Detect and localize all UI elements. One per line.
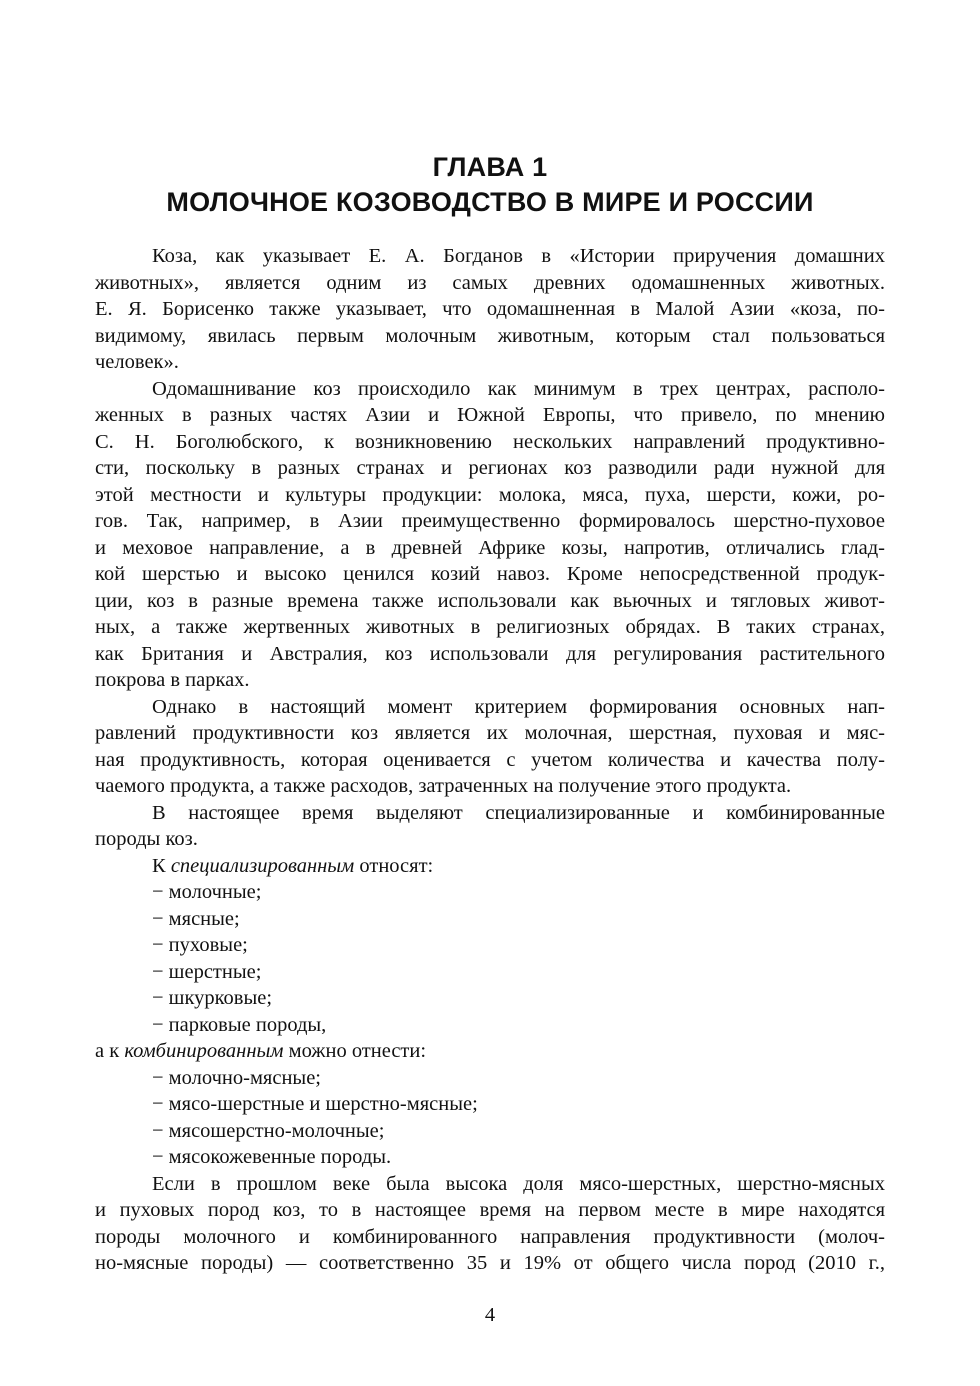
text-line: сти, поскольку в разных странах и регионах коз разводили ради нужной для	[95, 457, 885, 479]
list-item: − мясо-шерстные и шерстно-мясные;	[152, 1093, 478, 1115]
list-item: − парковые породы,	[152, 1013, 327, 1036]
text-line: Однако в настоящий момент критерием формирования основных нап-	[152, 695, 885, 718]
text-line: ная продуктивность, которая оценивается с учетом количества и качества полу-	[95, 748, 885, 771]
combined-list	[95, 1065, 885, 1171]
text-line: но-мясные породы) — соответственно 35 и 19% от общего числа пород (2010 г.,	[95, 1252, 885, 1274]
paragraph-4	[95, 800, 885, 853]
list-item: − молочные;	[152, 881, 262, 903]
intro-text: можно отнести:	[283, 1040, 427, 1062]
text-line: и пуховых пород коз, то в настоящее время на первом месте в мире находятся	[95, 1199, 885, 1221]
paragraph-3	[95, 694, 885, 800]
text-line: ных, а также жертвенных животных в религиозных обрядах. В таких странах,	[95, 616, 885, 638]
text-line: породы коз.	[95, 828, 198, 850]
chapter-heading	[95, 150, 885, 220]
list-item: − мясокожевенные породы.	[152, 1146, 392, 1168]
text-line: видимому, явилась первым молочным животным, которым стал пользоваться	[95, 324, 885, 347]
intro-text: К	[152, 854, 171, 877]
paragraph-1	[95, 243, 885, 376]
intro-emphasis: специализированным	[170, 854, 355, 877]
combined-intro	[95, 1038, 885, 1065]
text-line: этой местности и культуры продукции: молока, мяса, пуха, шерсти, кожи, ро-	[95, 483, 885, 506]
intro-text: относят:	[354, 854, 434, 877]
body-text	[95, 243, 885, 1277]
text-line: кой шерстью и высоко ценился козий навоз. Кроме непосредственной продук-	[95, 563, 885, 585]
text-line: чаемого продукта, а также расходов, затраченных на получение этого продукта.	[95, 775, 792, 797]
text-line: человек».	[95, 351, 179, 373]
text-line: Коза, как указывает Е. А. Богданов в «Истории приручения домашних	[152, 245, 885, 267]
text-line: С. Н. Боголюбского, к возникновению нескольких направлений продуктивно-	[95, 430, 885, 453]
list-item: − мясошерстно-молочные;	[152, 1119, 385, 1142]
text-line: гов. Так, например, в Азии преимущественно формировалось шерстно-пуховое	[95, 510, 885, 532]
list-item: − мясные;	[152, 907, 240, 930]
text-line: животных», является одним из самых древних одомашненных животных.	[95, 271, 885, 294]
intro-emphasis: комбинированным	[124, 1040, 284, 1062]
list-item: − пуховые;	[152, 934, 248, 956]
chapter-title: МОЛОЧНОЕ КОЗОВОДСТВО В МИРЕ И РОССИИ	[166, 187, 814, 217]
list-item: − молочно-мясные;	[152, 1066, 321, 1089]
text-line: и меховое направление, а в древней Африке козы, напротив, отличались глад-	[95, 536, 885, 559]
text-line: покрова в парках.	[95, 669, 250, 691]
intro-text: а к	[95, 1040, 125, 1062]
text-line: Одомашнивание коз происходило как минимум в трех центрах, располо-	[152, 377, 885, 400]
text-line: женных в разных частях Азии и Южной Европы, что привело, по мнению	[95, 404, 885, 426]
page-number: 4	[484, 1304, 496, 1326]
specialized-intro	[95, 853, 885, 880]
list-item: − шкурковые;	[152, 987, 273, 1009]
text-line: ции, коз в разные времена также использовали как вьючных и тягловых живот-	[95, 589, 885, 612]
text-line: Е. Я. Борисенко также указывает, что одомашненная в Малой Азии «коза, по-	[95, 298, 885, 320]
chapter-number: ГЛАВА 1	[432, 152, 548, 182]
list-item: − шерстные;	[152, 960, 262, 983]
text-line: равлений продуктивности коз является их молочная, шерстная, пуховая и мяс-	[95, 722, 885, 744]
paragraph-5	[95, 1171, 885, 1277]
text-line: В настоящее время выделяют специализированные и комбинированные	[152, 801, 885, 824]
specialized-list	[95, 879, 885, 1038]
text-line: как Британия и Австралия, коз использовали для регулирования растительного	[95, 642, 885, 665]
text-line: породы молочного и комбинированного направления продуктивности (молоч-	[95, 1225, 885, 1248]
paragraph-2	[95, 376, 885, 694]
text-line: Если в прошлом веке была высока доля мясо-шерстных, шерстно-мясных	[152, 1172, 885, 1195]
